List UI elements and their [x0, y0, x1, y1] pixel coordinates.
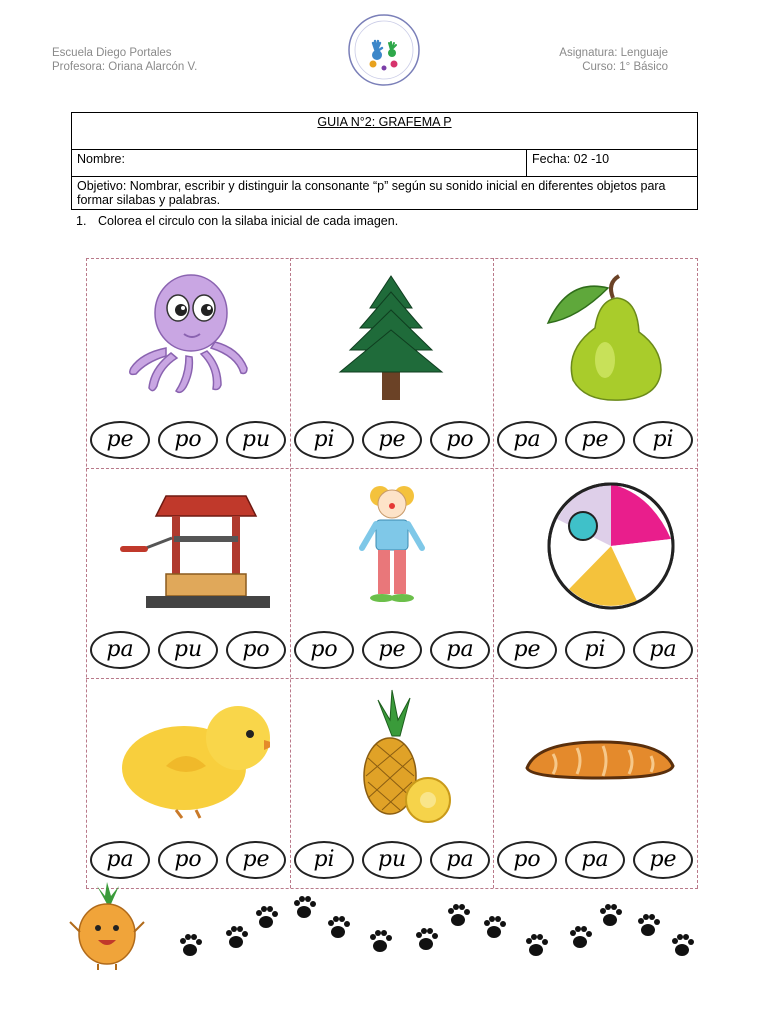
- octopus-image: [106, 268, 270, 403]
- bread-image: [513, 688, 677, 823]
- syllable-circle[interactable]: pi: [565, 631, 625, 669]
- syllable-circle[interactable]: po: [497, 841, 557, 879]
- clown-image: [310, 478, 474, 613]
- syllable-circle[interactable]: po: [226, 631, 286, 669]
- picture-card: [493, 468, 697, 678]
- syllable-circle[interactable]: pu: [158, 631, 218, 669]
- date-field: Fecha: 02 -10: [527, 150, 698, 177]
- syllable-circle[interactable]: pu: [226, 421, 286, 459]
- instruction: [76, 214, 398, 228]
- picture-card: [86, 258, 290, 468]
- pineapple-mascot-icon: [62, 880, 152, 970]
- school-logo: [346, 12, 422, 88]
- syllable-options: [86, 418, 290, 462]
- syllable-options: [290, 628, 494, 672]
- syllable-circle[interactable]: pe: [362, 631, 422, 669]
- pear-image: [513, 268, 677, 403]
- syllable-circle[interactable]: pa: [430, 631, 490, 669]
- picture-card: [493, 258, 697, 468]
- syllable-circle[interactable]: po: [158, 841, 218, 879]
- syllable-circle[interactable]: po: [430, 421, 490, 459]
- water-well-image: [106, 478, 270, 613]
- syllable-options: [493, 418, 697, 462]
- picture-card: [290, 258, 494, 468]
- grid-divider: [697, 258, 698, 888]
- syllable-circle[interactable]: pe: [362, 421, 422, 459]
- grid-divider: [86, 888, 698, 889]
- paw-prints-decoration: [170, 890, 700, 970]
- syllable-circle[interactable]: pi: [294, 841, 354, 879]
- syllable-options: [290, 838, 494, 882]
- picture-card: [290, 678, 494, 888]
- syllable-circle[interactable]: pe: [497, 631, 557, 669]
- picture-card: [290, 468, 494, 678]
- school-name: Escuela Diego Portales: [52, 47, 172, 59]
- syllable-circle[interactable]: pa: [90, 631, 150, 669]
- syllable-circle[interactable]: pa: [90, 841, 150, 879]
- picture-card: [86, 468, 290, 678]
- syllable-circle[interactable]: pi: [294, 421, 354, 459]
- subject-label: Asignatura: Lenguaje: [559, 47, 668, 59]
- syllable-circle[interactable]: pe: [226, 841, 286, 879]
- instruction-text: Colorea el circulo con la silaba inicial de cada imagen.: [98, 214, 399, 228]
- syllable-options: [86, 628, 290, 672]
- syllable-circle[interactable]: pe: [90, 421, 150, 459]
- objective-text: Objetivo: Nombrar, escribir y distinguir la consonante “p” según su sonido inicial en diferentes objetos para formar silabas y palabras.: [72, 177, 698, 210]
- syllable-options: [493, 838, 697, 882]
- syllable-circle[interactable]: pa: [430, 841, 490, 879]
- name-field[interactable]: Nombre:: [72, 150, 527, 177]
- header-left: [52, 46, 197, 74]
- teacher-name: Profesora: Oriana Alarcón V.: [52, 61, 198, 73]
- syllable-circle[interactable]: pi: [633, 421, 693, 459]
- syllable-circle[interactable]: po: [294, 631, 354, 669]
- syllable-options: [86, 838, 290, 882]
- chick-image: [106, 688, 270, 823]
- beach-ball-image: [513, 478, 677, 613]
- course-label: Curso: 1° Básico: [582, 61, 668, 73]
- guide-title: GUIA N°2: GRAFEMA P: [317, 115, 452, 129]
- picture-card: [493, 678, 697, 888]
- syllable-circle[interactable]: pu: [362, 841, 422, 879]
- syllable-circle[interactable]: po: [158, 421, 218, 459]
- syllable-circle[interactable]: pa: [633, 631, 693, 669]
- instruction-number: 1.: [76, 214, 87, 228]
- header-right: [559, 46, 668, 74]
- syllable-options: [290, 418, 494, 462]
- picture-grid: [86, 258, 698, 888]
- picture-card: [86, 678, 290, 888]
- guide-title-cell: [72, 113, 698, 150]
- pineapple-image: [310, 688, 474, 823]
- syllable-circle[interactable]: pe: [565, 421, 625, 459]
- guide-info-table: [71, 112, 698, 210]
- syllable-options: [493, 628, 697, 672]
- syllable-circle[interactable]: pa: [565, 841, 625, 879]
- syllable-circle[interactable]: pe: [633, 841, 693, 879]
- syllable-circle[interactable]: pa: [497, 421, 557, 459]
- pine-tree-image: [310, 268, 474, 403]
